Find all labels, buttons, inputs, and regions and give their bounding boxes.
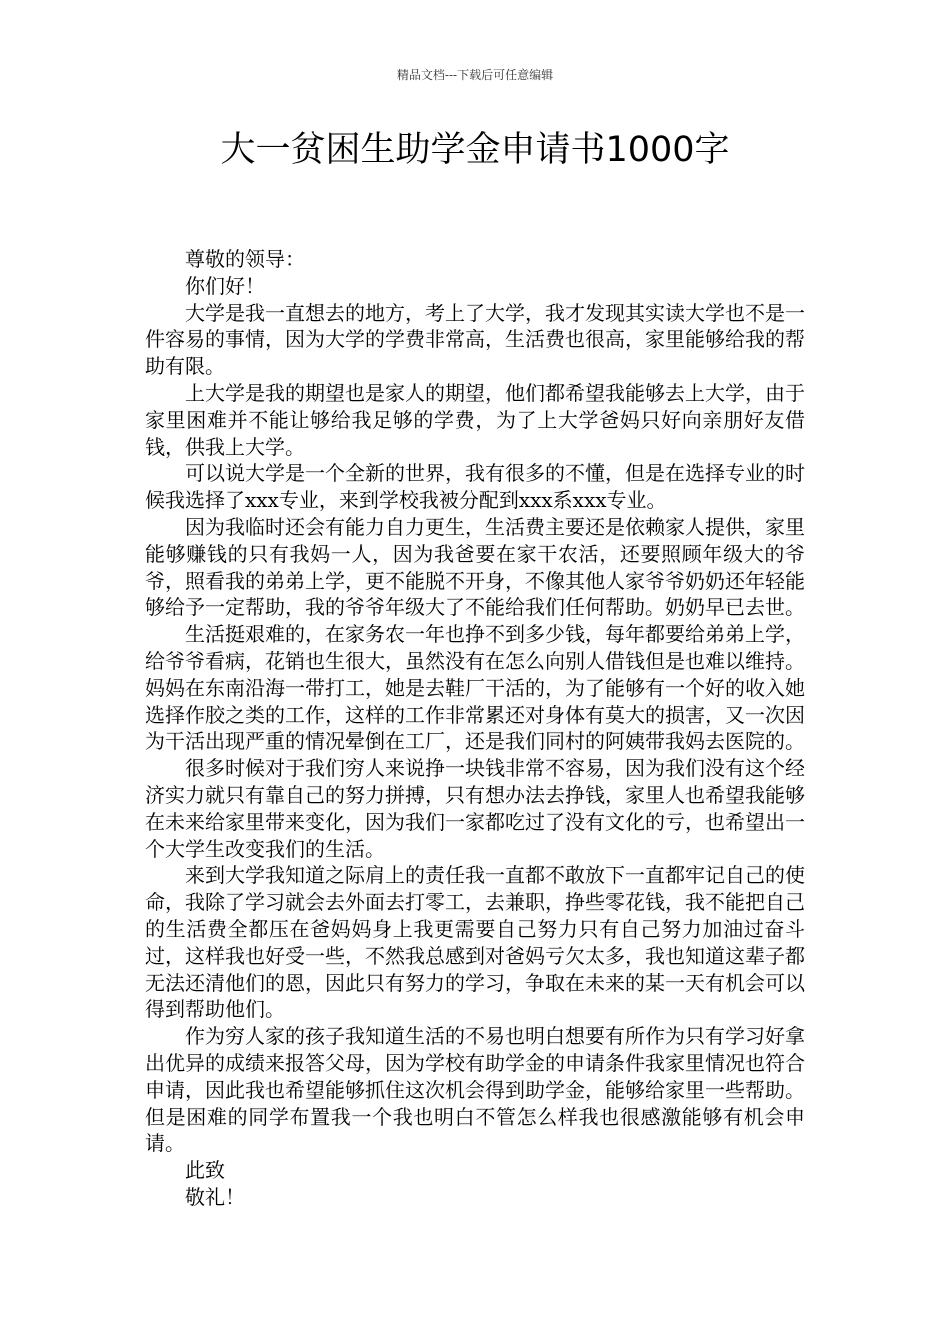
header-note: 精品文档---下载后可任意编辑 (396, 68, 554, 82)
paragraph-2: 上大学是我的期望也是家人的期望，他们都希望我能够去上大学，由于家里困难并不能让够给我足够的学费，为了上大学爸妈只好向亲朋好友借钱，供我上大学。 (145, 380, 805, 459)
paragraph-8: 作为穷人家的孩子我知道生活的不易也明白想要有所作为只有学习好拿出优异的成绩来报答父母，因为学校有助学金的申请条件我家里情况也符合申请，因此我也希望能够抓住这次机会得到助学金，能够给家里一些帮助。但是困难的同学布置我一个我也明白不管怎么样我也很感激能够有机会申请。 (145, 1024, 805, 1156)
greeting: 你们好！ (185, 273, 265, 298)
paragraph-7: 来到大学我知道之际肩上的责任我一直都不敢放下一直都牢记自己的使命，我除了学习就会去外面去打零工，去兼职，挣些零花钱，我不能把自己的生活费全都压在爸妈妈身上我更需要自己努力只有自己努力加油过奋斗过，这样我也好受一些，不然我总感到对爸妈亏欠太多，我也知道这辈子都无法还清他们的恩，因此只有努力的学习，争取在未来的某一天有机会可以得到帮助他们。 (145, 863, 805, 1022)
paragraph-5: 生活挺艰难的，在家务农一年也挣不到多少钱，每年都要给弟弟上学，给爷爷看病，花销也生很大，虽然没有在怎么向别人借钱但是也难以维持。妈妈在东南沿海一带打工，她是去鞋厂干活的，为了能够有一个好的收入她选择作胶之类的工作，这样的工作非常累还对身体有莫大的损害，又一次因为干活出现严重的情况晕倒在工厂，还是我们同村的阿姨带我妈去医院的。 (145, 622, 805, 754)
paragraph-3: 可以说大学是一个全新的世界，我有很多的不懂，但是在选择专业的时候我选择了xxx专业，来到学校我被分配到xxx系xxx专业。 (145, 461, 805, 513)
document-title: 大一贫困生助学金申请书1000字 (220, 130, 730, 170)
paragraph-4: 因为我临时还会有能力自力更生，生活费主要还是依赖家人提供，家里能够赚钱的只有我妈一人，因为我爸要在家干农活，还要照顾年级大的爷爷，照看我的弟弟上学，更不能脱不开身，不像其他人家爷爷奶奶还年轻能够给予一定帮助，我的爷爷年级大了不能给我们任何帮助。奶奶早已去世。 (145, 514, 805, 620)
letter-body (145, 246, 805, 1211)
closing-line-1: 此致 (185, 1158, 225, 1183)
salutation: 尊敬的领导： (185, 247, 305, 271)
closing-line-2: 敬礼！ (185, 1184, 245, 1209)
paragraph-1: 大学是我一直想去的地方，考上了大学，我才发现其实读大学也不是一件容易的事情，因为大学的学费非常高，生活费也很高，家里能够给我的帮助有限。 (145, 300, 805, 379)
paragraph-6: 很多时候对于我们穷人来说挣一块钱非常不容易，因为我们没有这个经济实力就只有靠自己的努力拼搏，只有想办法去挣钱，家里人也希望我能够在未来给家里带来变化，因为我们一家都吃过了没有文化的亏，也希望出一个大学生改变我们的生活。 (145, 756, 805, 861)
